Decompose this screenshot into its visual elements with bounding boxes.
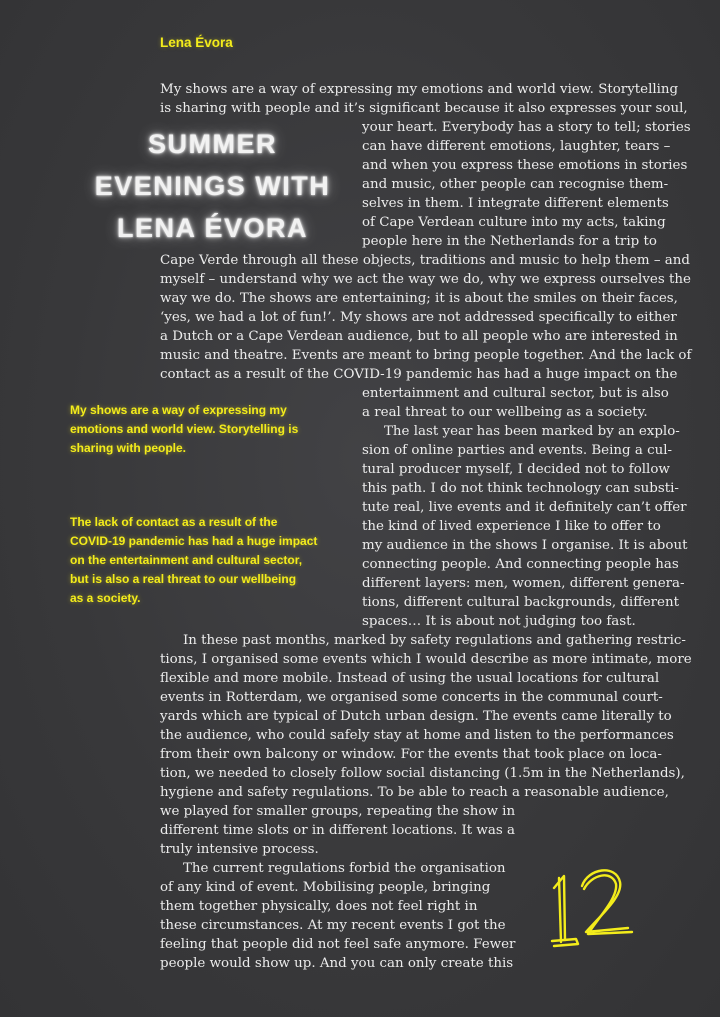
- body-line: and when you express these emotions in stories: [362, 158, 688, 173]
- pull-quote-line: on the entertainment and cultural sector,: [70, 553, 303, 567]
- body-line: my audience in the shows I organise. It is about: [362, 538, 688, 553]
- body-line: sion of online parties and events. Being a cul-: [362, 443, 673, 458]
- pull-quote-line: emotions and world view. Storytelling is: [70, 422, 299, 436]
- body-line: yards which are typical of Dutch urban design. The events came literally to: [160, 709, 672, 724]
- body-line: feeling that people did not feel safe anymore. Fewer: [160, 937, 516, 952]
- body-line: from their own balcony or window. For the events that took place on loca-: [160, 747, 662, 762]
- body-line: music and theatre. Events are meant to bring people together. And the lack of: [160, 348, 692, 363]
- title-line: EVENINGS WITH: [94, 171, 331, 201]
- body-line: connecting people. And connecting people has: [362, 557, 679, 572]
- page-number: [548, 862, 638, 952]
- body-line: The last year has been marked by an explo-: [384, 424, 680, 439]
- body-line: people would show up. And you can only create this: [160, 956, 514, 971]
- body-line: Cape Verde through all these objects, traditions and music to help them – and: [160, 253, 690, 268]
- pull-quote-line: sharing with people.: [70, 441, 187, 455]
- body-line: these circumstances. At my recent events I got the: [160, 918, 506, 933]
- body-line: tute real, live events and it definitely can’t offer: [362, 500, 687, 515]
- body-line: different time slots or in different locations. It was a: [160, 823, 515, 838]
- body-line: a real threat to our wellbeing as a society.: [362, 405, 648, 420]
- body-line: myself – understand why we act the way we do, why we express ourselves the: [160, 272, 691, 287]
- body-line: and music, other people can recognise them-: [362, 177, 669, 192]
- pull-quote-line: My shows are a way of expressing my: [70, 403, 287, 417]
- body-line: selves in them. I integrate different elements: [362, 196, 669, 211]
- body-line: truly intensive process.: [160, 842, 319, 857]
- pull-quote-line: but is also a real threat to our wellbeing: [70, 572, 297, 586]
- body-line: we played for smaller groups, repeating the show in: [160, 804, 516, 819]
- body-line: contact as a result of the COVID-19 pandemic has had a huge impact on the: [160, 367, 678, 382]
- body-line: of Cape Verdean culture into my acts, taking: [362, 215, 666, 230]
- body-line: people here in the Netherlands for a trip to: [362, 234, 657, 249]
- body-line: spaces… It is about not judging too fast.: [362, 614, 636, 629]
- article-title: [70, 123, 355, 249]
- body-line: flexible and more mobile. Instead of using the usual locations for cultural: [160, 671, 660, 686]
- body-line: In these past months, marked by safety regulations and gathering restric-: [183, 633, 686, 648]
- body-line: tion, we needed to closely follow social distancing (1.5m in the Netherlands),: [160, 766, 685, 781]
- body-line: My shows are a way of expressing my emotions and world view. Storytelling: [160, 82, 679, 97]
- body-line: a Dutch or a Cape Verdean audience, but to all people who are interested in: [160, 329, 678, 344]
- body-line: your heart. Everybody has a story to tell; stories: [362, 120, 691, 135]
- pull-quote: [70, 513, 317, 608]
- pull-quote-line: The lack of contact as a result of the: [70, 515, 278, 529]
- body-line: is sharing with people and it’s significant because it also expresses your soul,: [160, 101, 688, 116]
- body-line: events in Rotterdam, we organised some concerts in the communal court-: [160, 690, 663, 705]
- body-line: different layers: men, women, different genera-: [362, 576, 685, 591]
- body-line: tural producer myself, I decided not to follow: [362, 462, 670, 477]
- body-line: The current regulations forbid the organisation: [183, 861, 506, 876]
- body-line: tions, different cultural backgrounds, different: [362, 595, 679, 610]
- pull-quote: [70, 401, 298, 458]
- body-line: them together physically, does not feel right in: [160, 899, 478, 914]
- body-line: can have different emotions, laughter, tears –: [362, 139, 671, 154]
- author-name: Lena Évora: [160, 35, 233, 50]
- pull-quote-line: COVID-19 pandemic has had a huge impact: [70, 534, 318, 548]
- body-line: this path. I do not think technology can substi-: [362, 481, 679, 496]
- body-line: ‘yes, we had a lot of fun!’. My shows are not addressed specifically to either: [160, 310, 677, 325]
- body-line: the kind of lived experience I like to offer to: [362, 519, 661, 534]
- body-line: tions, I organised some events which I would describe as more intimate, more: [160, 652, 692, 667]
- body-line: way we do. The shows are entertaining; it is about the smiles on their faces,: [160, 291, 678, 306]
- title-line: SUMMER: [148, 129, 277, 159]
- pull-quote-line: as a society.: [70, 591, 141, 605]
- body-line: of any kind of event. Mobilising people, bringing: [160, 880, 491, 895]
- body-line: entertainment and cultural sector, but is also: [362, 386, 669, 401]
- body-line: the audience, who could safely stay at home and listen to the performances: [160, 728, 674, 743]
- title-line: LENA ÉVORA: [116, 213, 308, 243]
- body-line: hygiene and safety regulations. To be able to reach a reasonable audience,: [160, 785, 669, 800]
